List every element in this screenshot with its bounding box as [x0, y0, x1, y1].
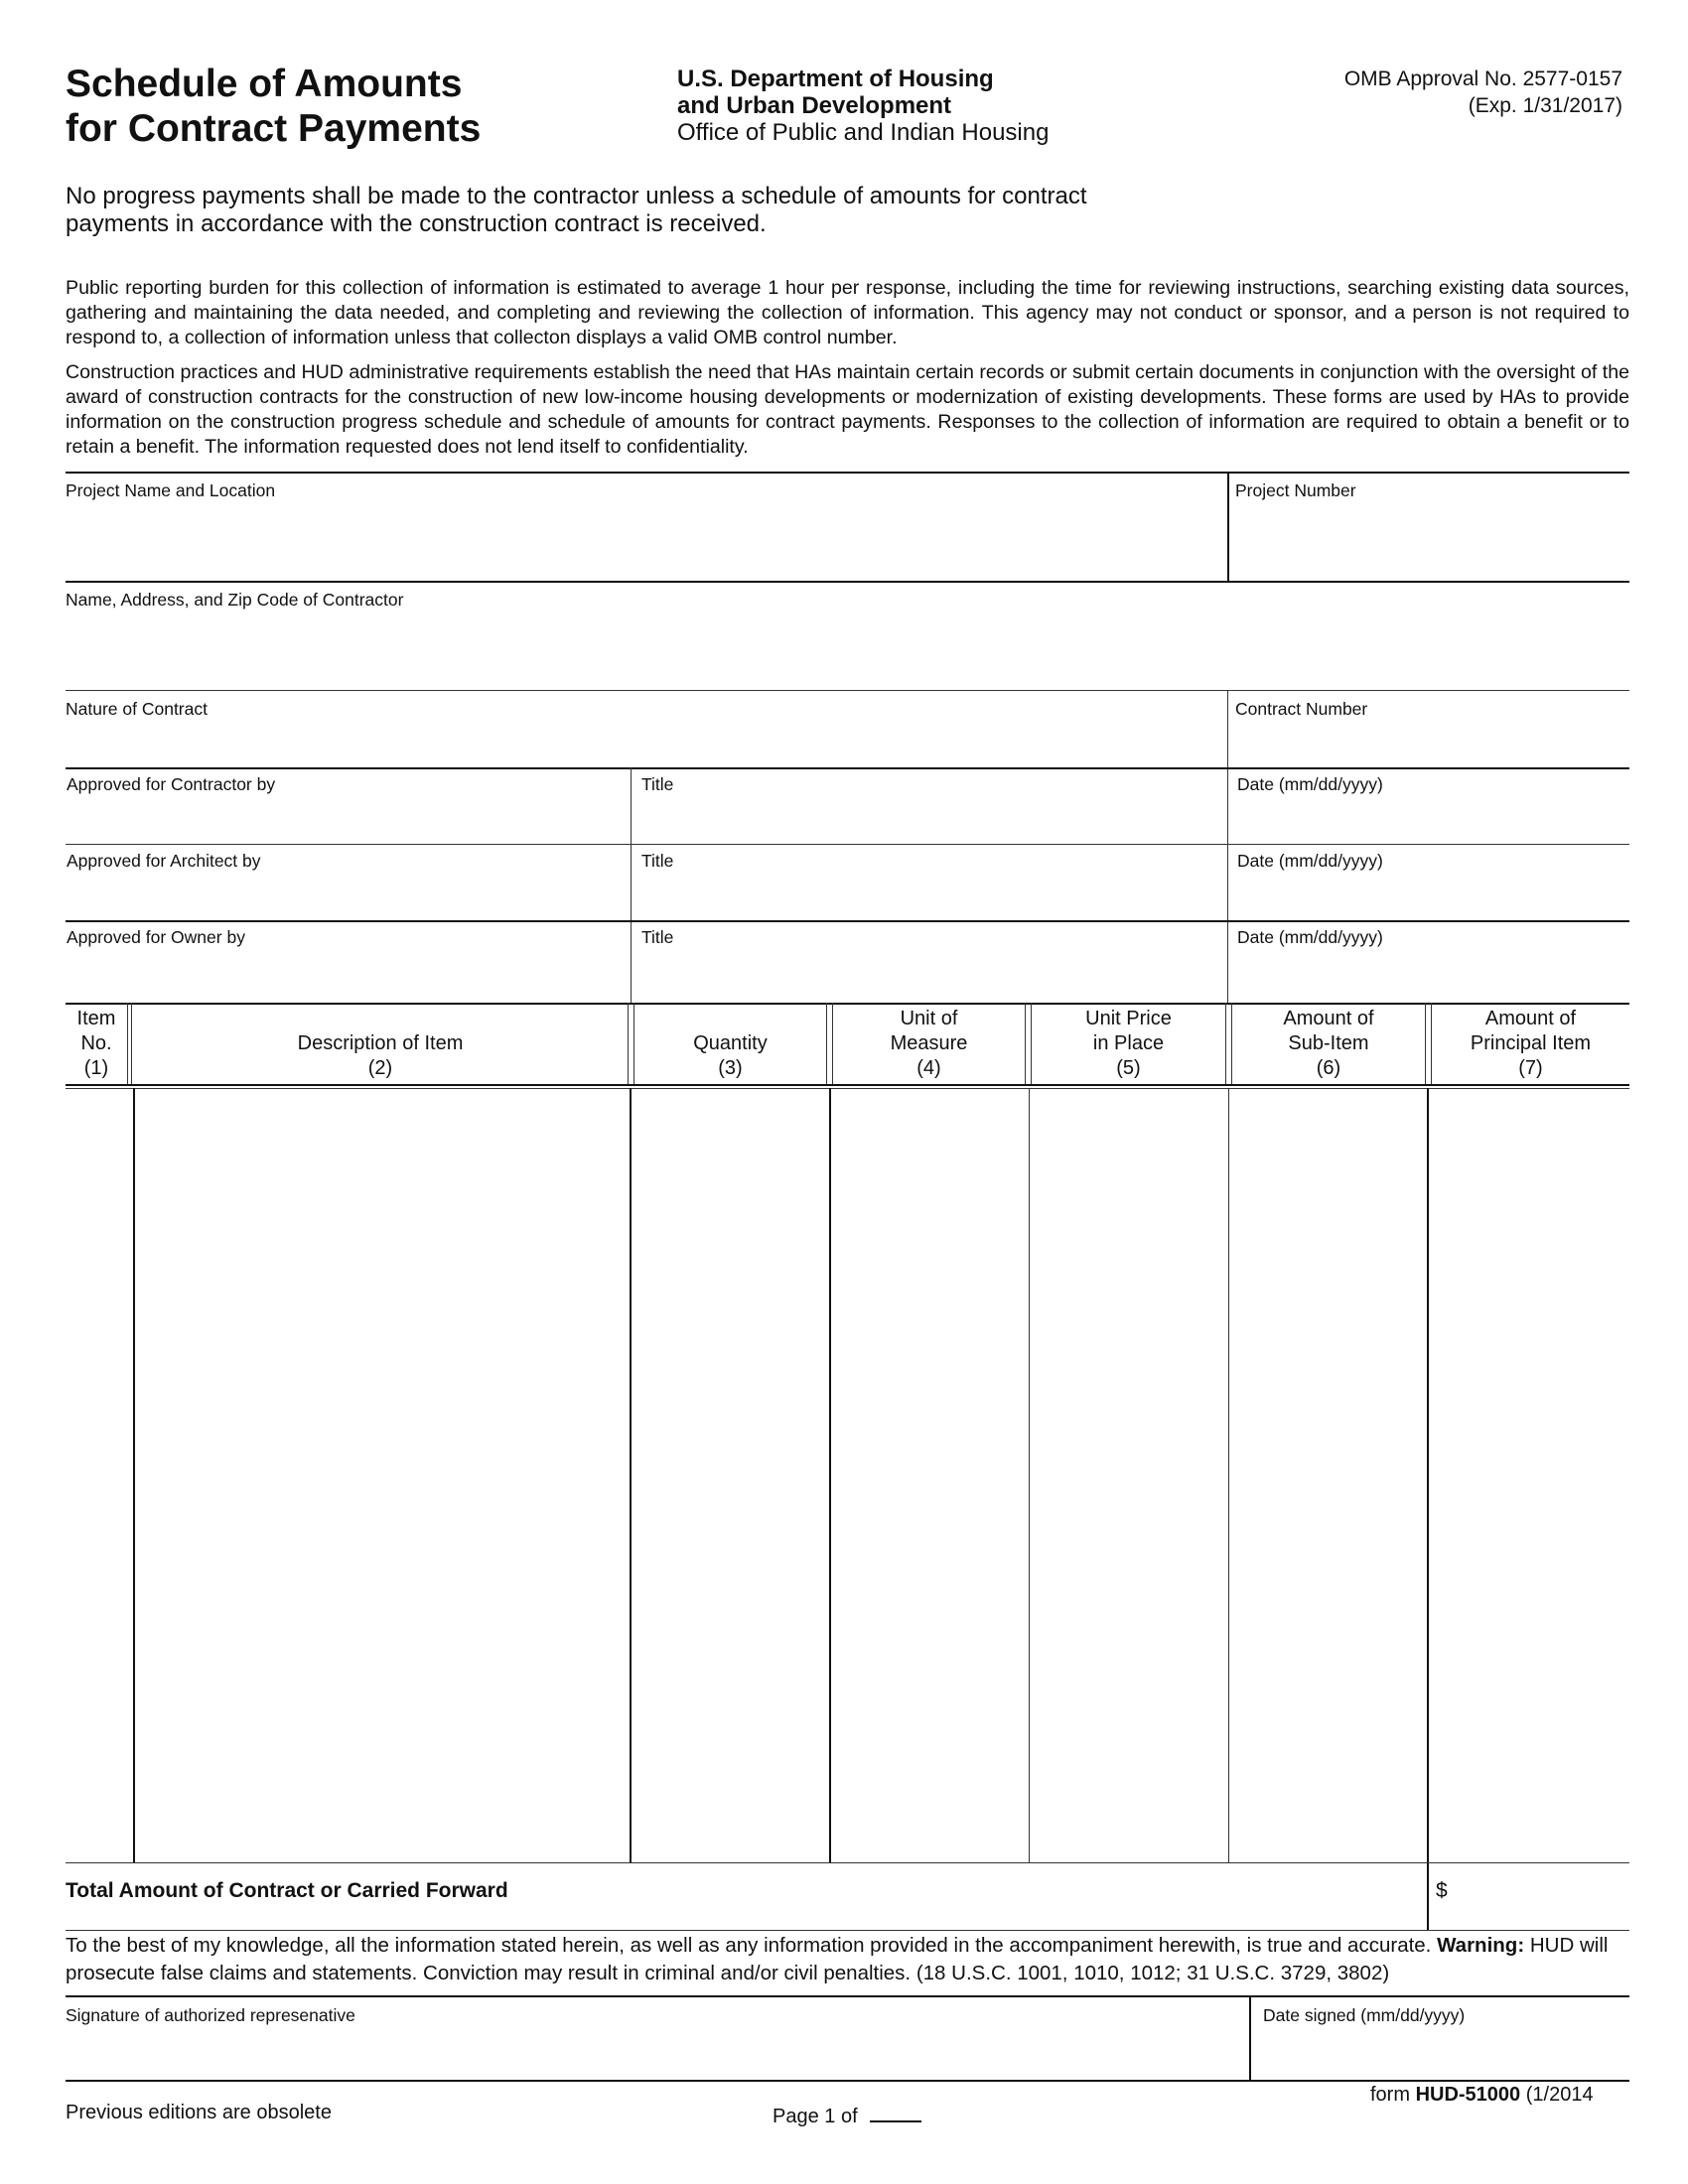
omb-expiration: (Exp. 1/31/2017)	[1468, 94, 1622, 117]
col-header-line: Amount of	[1484, 1008, 1577, 1029]
col-divider	[1225, 1003, 1226, 1084]
architect-title-field[interactable]	[635, 873, 1221, 917]
col-divider	[131, 1003, 132, 1084]
col-header-line: (3)	[718, 1057, 743, 1079]
divider	[1249, 1995, 1251, 2080]
approved-architect-label: Approved for Architect by	[67, 851, 261, 871]
page-indicator	[773, 2103, 921, 2128]
col-divider	[1029, 1088, 1030, 1862]
contractor-date-field[interactable]	[1231, 796, 1628, 841]
unit-measure-column-cells[interactable]	[833, 1092, 1026, 1858]
approved-owner-label: Approved for Owner by	[67, 927, 245, 947]
approved-contractor-label: Approved for Contractor by	[67, 774, 276, 794]
title-label: Title	[641, 774, 674, 794]
dollar-sign: $	[1436, 1879, 1448, 1902]
divider	[66, 920, 1629, 922]
certification-text	[66, 1932, 1629, 1987]
col-header-line	[133, 1007, 628, 1031]
col-header-line: in Place	[1092, 1032, 1165, 1054]
divider	[66, 844, 1629, 845]
total-label: Total Amount of Contract or Carried Forward	[66, 1879, 508, 1902]
approved-architect-field[interactable]	[66, 873, 627, 917]
contractor-field[interactable]	[66, 612, 1624, 687]
form-title-line1: Schedule of Amounts	[66, 63, 463, 105]
nature-of-contract-field[interactable]	[66, 721, 1222, 764]
col-header-line: Unit Price	[1085, 1008, 1172, 1029]
col-header-line: Description of Item	[297, 1032, 464, 1054]
agency-line1: U.S. Department of Housing	[677, 66, 994, 92]
agency-line3: Office of Public and Indian Housing	[677, 119, 1050, 146]
col-header-line: (4)	[916, 1057, 941, 1079]
divider	[66, 581, 1629, 583]
intro-text: No progress payments shall be made to the contractor unless a schedule of amounts for contract payments in accordance with the construction contract is received.	[66, 183, 1087, 237]
divider	[66, 1862, 1629, 1863]
description-column-cells[interactable]	[136, 1092, 627, 1858]
certification-statement: To the best of my knowledge, all the information stated herein, as well as any information provided in the accompaniment herewith, is true and accurate.	[66, 1934, 1432, 1957]
col-header-description	[133, 1007, 628, 1081]
col-divider	[628, 1003, 629, 1084]
page-count-field[interactable]	[870, 2103, 921, 2122]
warning-text: HUD will prosecute false claims and statements. Conviction may result in criminal and/or civil penalties. (18 U.S.C. 1001, 1010, 1012; 31 U.S.C. 3729, 3802)	[66, 1934, 1609, 1984]
col-header-unit-price	[1032, 1007, 1225, 1081]
date-signed-label: Date signed (mm/dd/yyyy)	[1263, 2005, 1466, 2025]
date-label: Date (mm/dd/yyyy)	[1237, 774, 1383, 794]
omb-approval	[1225, 66, 1622, 119]
col-header-line: Principal Item	[1470, 1032, 1592, 1054]
project-name-label: Project Name and Location	[66, 480, 276, 500]
col-divider	[829, 1088, 831, 1862]
date-label: Date (mm/dd/yyyy)	[1237, 851, 1383, 871]
col-header-line: Measure	[890, 1032, 968, 1054]
form-date: (1/2014	[1525, 2084, 1594, 2106]
divider	[631, 767, 632, 1003]
divider	[66, 1995, 1629, 1997]
approved-contractor-field[interactable]	[66, 796, 627, 841]
owner-title-field[interactable]	[635, 949, 1221, 999]
table-top-border	[66, 1003, 1629, 1005]
total-amount-field[interactable]	[1452, 1868, 1625, 1926]
col-header-line: No.	[80, 1032, 112, 1054]
col-header-line: (7)	[1518, 1057, 1543, 1079]
quantity-column-cells[interactable]	[633, 1092, 826, 1858]
divider	[66, 1930, 1629, 1931]
project-name-field[interactable]	[66, 502, 1222, 578]
col-header-line: Unit of	[900, 1008, 958, 1029]
burden-paragraph: Public reporting burden for this collection of information is estimated to average 1 hour per response, including the time for reviewing instructions, searching existing data sources, gathering and maintaining the data needed, and completing and reviewing the collection of information. This agency may not conduct or sponsor, and a person is not required to respond to, a collection of information unless that collecton displays a valid OMB control number.	[66, 277, 1629, 348]
form-title-line2: for Contract Payments	[66, 107, 482, 150]
col-header-quantity	[634, 1007, 826, 1081]
sub-item-column-cells[interactable]	[1231, 1092, 1424, 1858]
signature-field[interactable]	[66, 2029, 1245, 2077]
item-no-column-cells[interactable]	[66, 1092, 131, 1858]
divider	[66, 690, 1629, 691]
form-title	[66, 62, 481, 151]
divider	[66, 767, 1629, 769]
contractor-title-field[interactable]	[635, 796, 1221, 841]
date-signed-field[interactable]	[1253, 2029, 1628, 2077]
approved-owner-field[interactable]	[66, 949, 627, 999]
project-number-label: Project Number	[1235, 480, 1356, 500]
form-prefix: form	[1370, 2084, 1410, 2106]
divider	[66, 2080, 1629, 2082]
owner-date-field[interactable]	[1231, 949, 1628, 999]
col-header-line: Sub-Item	[1288, 1032, 1369, 1054]
nature-of-contract-label: Nature of Contract	[66, 699, 208, 719]
signature-label: Signature of authorized represenative	[66, 2005, 355, 2025]
col-header-unit-measure	[833, 1007, 1025, 1081]
page-label: Page 1 of	[773, 2106, 858, 2127]
col-header-item-no	[66, 1007, 127, 1081]
col-header-line: Quantity	[693, 1032, 768, 1054]
col-divider	[133, 1088, 135, 1862]
project-number-field[interactable]	[1231, 502, 1628, 578]
agency-line2: and Urban Development	[677, 92, 952, 119]
col-header-line: Amount of	[1283, 1008, 1374, 1029]
col-divider	[1025, 1003, 1026, 1084]
col-header-line: Item	[76, 1008, 116, 1029]
title-label: Title	[641, 927, 674, 947]
practices-paragraph: Construction practices and HUD administrative requirements establish the need that HAs maintain certain records or submit certain documents in conjunction with the oversight of the award of construction contracts for the construction of new low-income housing developments or modernization of existing developments. These forms are used by HAs to provide information on the construction progress schedule and schedule of amounts for contract payments. Responses to the collection of information are required to obtain a benefit or to retain a benefit. The information requested does not lend itself to confidentiality.	[66, 361, 1629, 458]
divider	[1227, 472, 1229, 581]
col-header-line	[634, 1007, 826, 1031]
col-divider	[127, 1003, 128, 1084]
col-divider	[826, 1003, 827, 1084]
col-header-line: (5)	[1116, 1057, 1141, 1079]
warning-label: Warning:	[1437, 1934, 1525, 1957]
col-divider	[1425, 1003, 1426, 1084]
col-header-principal-item	[1432, 1007, 1629, 1081]
table-header-border	[66, 1088, 1629, 1089]
form-number	[1370, 2084, 1594, 2107]
table-header-border	[66, 1084, 1629, 1086]
contract-number-field[interactable]	[1231, 721, 1628, 764]
divider	[1227, 690, 1228, 1003]
col-divider	[630, 1088, 632, 1862]
omb-number: OMB Approval No. 2577-0157	[1343, 68, 1622, 90]
col-divider	[1228, 1088, 1229, 1862]
col-header-sub-item	[1232, 1007, 1425, 1081]
principal-item-column-cells[interactable]	[1431, 1092, 1628, 1858]
col-header-line: (6)	[1316, 1057, 1341, 1079]
contract-number-label: Contract Number	[1235, 699, 1368, 719]
title-label: Title	[641, 851, 674, 871]
contractor-label: Name, Address, and Zip Code of Contractor	[66, 590, 404, 610]
date-label: Date (mm/dd/yyyy)	[1237, 927, 1383, 947]
architect-date-field[interactable]	[1231, 873, 1628, 917]
col-header-line: (2)	[367, 1057, 393, 1079]
agency-block	[677, 66, 1049, 146]
previous-editions-note: Previous editions are obsolete	[66, 2102, 332, 2123]
divider	[66, 472, 1629, 474]
form-id: HUD-51000	[1415, 2084, 1521, 2106]
unit-price-column-cells[interactable]	[1032, 1092, 1225, 1858]
col-divider	[1427, 1088, 1429, 1930]
col-header-line: (1)	[83, 1057, 109, 1079]
